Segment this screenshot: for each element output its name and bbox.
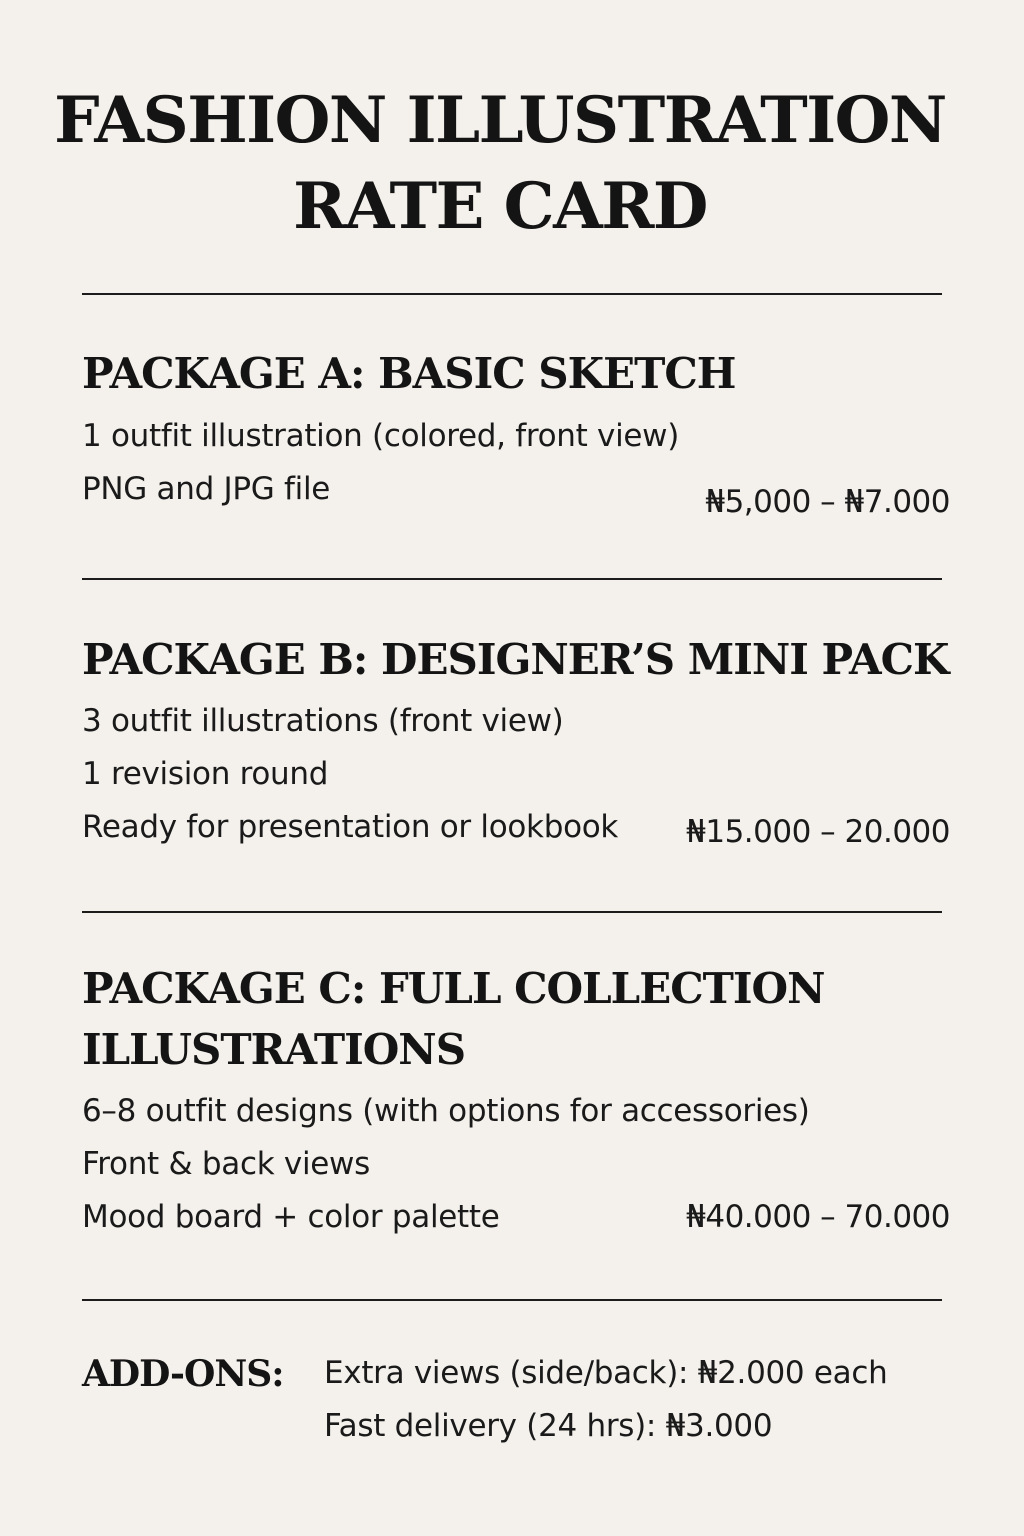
- addons-label: ADD-ONS:: [82, 1353, 284, 1395]
- package-a-feature-2: PNG and JPG file: [82, 471, 331, 507]
- package-c-feature-3: Mood board + color palette: [82, 1199, 500, 1235]
- package-a-title: PACKAGE A: BASIC SKETCH: [82, 349, 736, 398]
- package-b-price: ₦15.000 – 20.000: [686, 814, 950, 850]
- package-c-title-line-1: PACKAGE C: FULL COLLECTION: [82, 964, 825, 1013]
- package-c-title-line-2: ILLUSTRATIONS: [82, 1025, 466, 1074]
- page-title-line-1: FASHION ILLUSTRATION: [54, 83, 946, 158]
- package-c-feature-2: Front & back views: [82, 1146, 370, 1182]
- page-title: [0, 78, 1000, 250]
- divider-2: [82, 578, 942, 580]
- package-b-title: PACKAGE B: DESIGNER’S MINI PACK: [82, 635, 949, 684]
- page-title-line-2: RATE CARD: [293, 169, 707, 244]
- divider-1: [82, 293, 942, 295]
- package-c-price: ₦40.000 – 70.000: [686, 1199, 950, 1235]
- addon-item-1: Extra views (side/back): ₦2.000 each: [324, 1355, 888, 1391]
- package-a-feature-1: 1 outfit illustration (colored, front view): [82, 418, 680, 454]
- addon-item-2: Fast delivery (24 hrs): ₦3.000: [324, 1408, 773, 1444]
- package-a-price: ₦5,000 – ₦7.000: [705, 484, 950, 520]
- package-b-feature-1: 3 outfit illustrations (front view): [82, 703, 564, 739]
- divider-3: [82, 911, 942, 913]
- package-b-feature-3: Ready for presentation or lookbook: [82, 809, 619, 845]
- divider-4: [82, 1299, 942, 1301]
- package-b-feature-2: 1 revision round: [82, 756, 329, 792]
- package-c-feature-1: 6–8 outfit designs (with options for accessories): [82, 1093, 810, 1129]
